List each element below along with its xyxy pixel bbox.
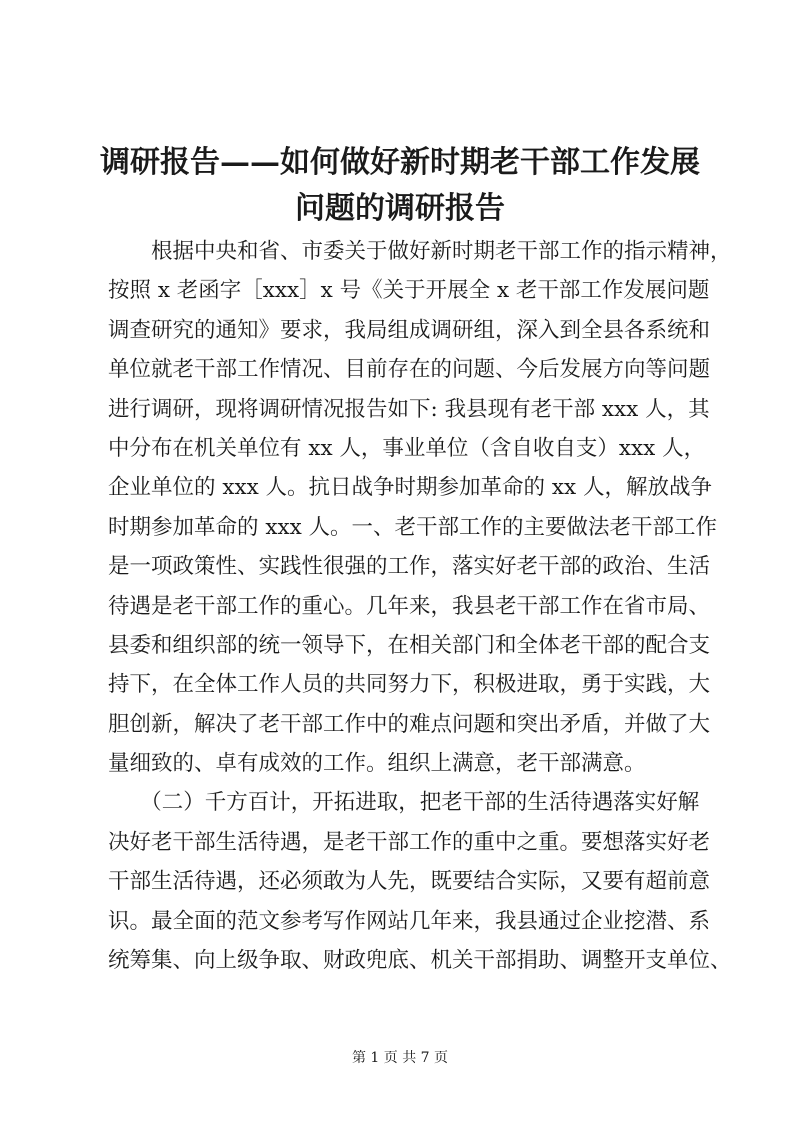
title-line-2: 问题的调研报告 — [295, 191, 505, 226]
body-line: 时期参加革命的 xxx 人。一、老干部工作的主要做法老干部工作 — [108, 514, 718, 540]
body-line: 单位就老干部工作情况、目前存在的问题、今后发展方向等问题 — [108, 357, 711, 383]
body-line: 调查研究的通知》要求，我局组成调研组，深入到全县各系统和 — [108, 317, 711, 343]
body-line: （二）千方百计，开拓进取，把老干部的生活待遇落实好解 — [108, 790, 700, 816]
body-line: 胆创新，解决了老干部工作中的难点问题和突出矛盾，并做了大 — [108, 711, 711, 737]
body-line: 县委和组织部的统一领导下，在相关部门和全体老干部的配合支 — [108, 632, 711, 658]
document-title — [60, 140, 740, 232]
body-line: 决好老干部生活待遇，是老干部工作的重中之重。要想落实好老 — [108, 829, 711, 855]
body-line: 是一项政策性、实践性很强的工作，落实好老干部的政治、生活 — [108, 554, 711, 580]
body-line: 持下，在全体工作人员的共同努力下，积极进取，勇于实践，大 — [108, 672, 711, 698]
document-body — [108, 232, 732, 980]
body-line: 干部生活待遇，还必须敢为人先，既要结合实际，又要有超前意 — [108, 869, 711, 895]
body-line: 按照 x 老函字［xxx］x 号《关于开展全 x 老干部工作发展问题 — [108, 278, 710, 304]
body-line: 企业单位的 xxx 人。抗日战争时期参加革命的 xx 人，解放战争 — [108, 475, 712, 501]
body-line: 统筹集、向上级争取、财政兜底、机关干部捐助、调整开支单位、 — [108, 948, 732, 974]
body-line: 识。最全面的范文参考写作网站几年来，我县通过企业挖潜、系 — [108, 908, 711, 934]
body-line: 待遇是老干部工作的重心。几年来，我县老干部工作在省市局、 — [108, 593, 711, 619]
body-line: 量细致的、卓有成效的工作。组织上满意，老干部满意。 — [108, 751, 646, 777]
body-line: 中分布在机关单位有 xx 人，事业单位（含自收自支）xxx 人， — [108, 435, 706, 461]
title-line-1: 调研报告——如何做好新时期老干部工作发展 — [100, 145, 700, 180]
page-footer: 第 1 页 共 7 页 — [351, 1050, 449, 1066]
body-line: 根据中央和省、市委关于做好新时期老干部工作的指示精神， — [108, 239, 732, 264]
body-line: 进行调研，现将调研情况报告如下: 我县现有老干部 xxx 人，其 — [108, 396, 710, 422]
